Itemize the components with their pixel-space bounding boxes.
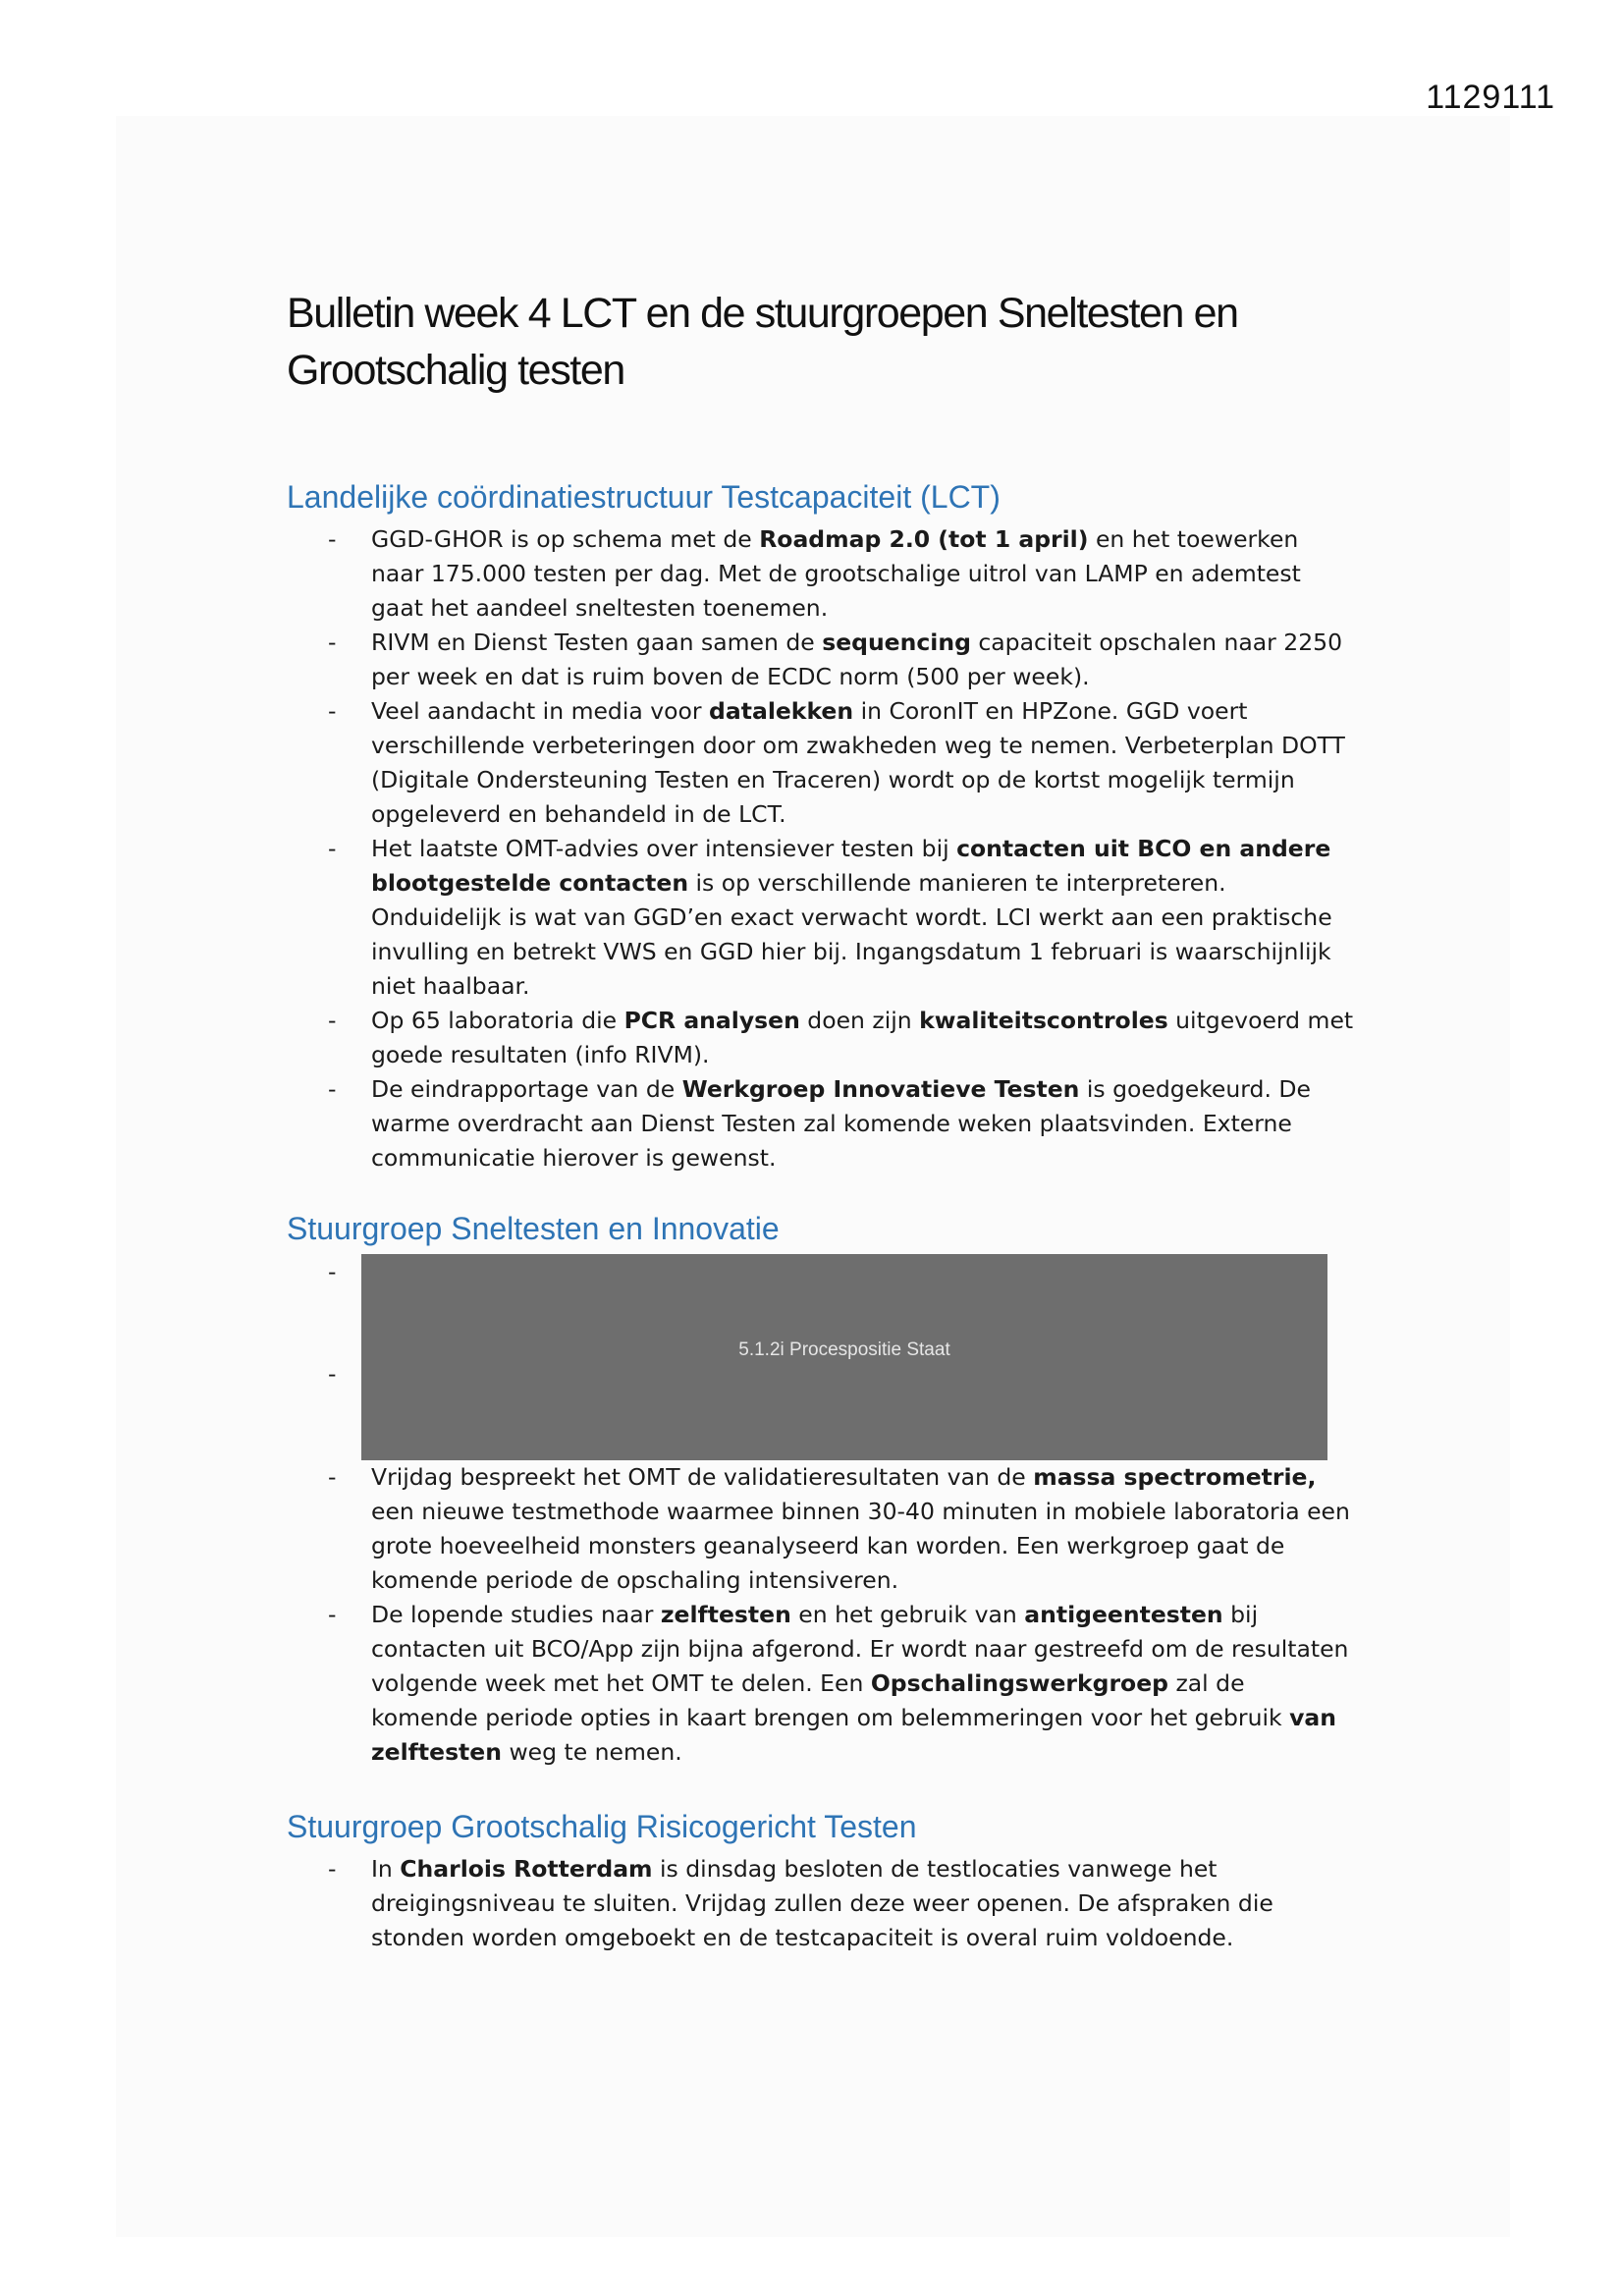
section-heading: Stuurgroep Sneltesten en Innovatie <box>287 1211 780 1246</box>
text-run: Op 65 laboratoria die <box>371 1007 624 1034</box>
bold-text: sequencing <box>822 629 971 656</box>
bold-text: antigeentesten <box>1024 1601 1223 1628</box>
text-run: weg te nemen. <box>501 1738 682 1766</box>
text-run: Het laatste OMT-advies over intensiever testen bij <box>371 835 957 862</box>
bold-text: Roadmap 2.0 (tot 1 april) <box>759 525 1089 553</box>
bold-text: zelftesten <box>660 1601 791 1628</box>
text-run: uitgevoerd met goede resultaten (info RIVM). <box>371 1007 1354 1068</box>
bold-text: Charlois Rotterdam <box>400 1855 653 1883</box>
bold-text: massa spectrometrie, <box>1033 1463 1317 1491</box>
bullet-item <box>287 1460 1357 1598</box>
text-run: zal de komende periode opties in kaart brengen om belemmeringen voor het gebruik <box>371 1669 1290 1731</box>
bold-text: datalekken <box>709 697 854 725</box>
text-run: capaciteit opschalen naar 2250 per week en dat is ruim boven de ECDC norm (500 per week). <box>371 629 1343 690</box>
text-run: doen zijn <box>799 1007 920 1034</box>
text-run: en het gebruik van <box>790 1601 1025 1628</box>
section-grootschalig <box>287 1807 1357 1955</box>
text-run: GGD-GHOR is op schema met de <box>371 525 760 553</box>
text-run: is op verschillende manieren te interpreteren. Onduidelijk is wat van GGD’en exact verwacht wordt. LCI werkt aan een praktische invulling en betrekt VWS en GGD hier bij. Ingangsdatum 1 februari is waarschijnlijk niet haalbaar. <box>371 869 1332 1000</box>
bullet-item <box>287 626 1357 694</box>
text-run: bij contacten uit BCO/App zijn bijna afgerond. Er wordt naar gestreefd om de resultaten volgende week met het OMT te delen. Een <box>371 1601 1349 1697</box>
bullet-list <box>287 1852 1357 1955</box>
bullet-list <box>287 522 1357 1175</box>
text-run: RIVM en Dienst Testen gaan samen de <box>371 629 823 656</box>
bullet-list <box>287 1460 1357 1770</box>
text-run: In <box>371 1855 401 1883</box>
text-run: is goedgekeurd. De warme overdracht aan Dienst Testen zal komende weken plaatsvinden. Externe communicatie hierover is gewenst. <box>371 1075 1311 1172</box>
bullet-dash: - <box>328 1258 337 1285</box>
bold-text: van zelftesten <box>371 1704 1336 1766</box>
text-run: een nieuwe testmethode waarmee binnen 30-40 minuten in mobiele laboratoria een grote hoeveelheid monsters geanalyseerd kan worden. Een werkgroep gaat de komende periode de opschaling intensiveren. <box>371 1498 1350 1594</box>
document-number: 1129111 <box>1426 79 1555 116</box>
text-run: De lopende studies naar <box>371 1601 661 1628</box>
text-run: Vrijdag bespreekt het OMT de validatieresultaten van de <box>371 1463 1034 1491</box>
bullet-item <box>287 1598 1357 1770</box>
text-run: in CoronIT en HPZone. GGD voert verschillende verbeteringen door om zwakheden weg te nemen. Verbeterplan DOTT (Digitale Ondersteuning Testen en Traceren) wordt op de kortst mogelijk termijn opgeleverd en behandeld in de LCT. <box>371 697 1345 828</box>
text-run: is dinsdag besloten de testlocaties vanwege het dreigingsniveau te sluiten. Vrijdag zullen deze weer openen. De afspraken die stonden worden omgeboekt en de testcapaciteit is overal ruim voldoende. <box>371 1855 1273 1951</box>
bold-text: Werkgroep Innovatieve Testen <box>681 1075 1080 1103</box>
bold-text: PCR analysen <box>623 1007 800 1034</box>
bullet-item <box>287 1852 1357 1955</box>
redaction-label: 5.1.2i Procespositie Staat <box>738 1339 950 1360</box>
section-heading: Stuurgroep Grootschalig Risicogericht Testen <box>287 1809 917 1844</box>
bold-text: kwaliteitscontroles <box>919 1007 1168 1034</box>
redaction-box <box>361 1254 1327 1460</box>
bold-text: Opschalingswerkgroep <box>870 1669 1168 1697</box>
section-heading: Landelijke coördinatiestructuur Testcapaciteit (LCT) <box>287 479 1001 515</box>
bullet-item <box>287 1004 1357 1072</box>
bullet-dash: - <box>328 1360 337 1388</box>
section-sneltesten <box>287 1209 1357 1770</box>
text-run: Veel aandacht in media voor <box>371 697 710 725</box>
document-title: Bulletin week 4 LCT en de stuurgroepen Sneltesten en Grootschalig testen <box>287 290 1238 394</box>
bold-text: contacten uit BCO en andere blootgestelde contacten <box>371 835 1331 897</box>
bullet-item <box>287 1072 1357 1175</box>
bullet-item <box>287 694 1357 832</box>
document-body <box>287 285 1357 1955</box>
text-run: en het toewerken naar 175.000 testen per dag. Met de grootschalige uitrol van LAMP en ademtest gaat het aandeel sneltesten toenemen. <box>371 525 1301 622</box>
section-lct <box>287 477 1357 1175</box>
redacted-block <box>287 1254 1357 1460</box>
bullet-item <box>287 832 1357 1004</box>
text-run: De eindrapportage van de <box>371 1075 682 1103</box>
bullet-item <box>287 522 1357 626</box>
